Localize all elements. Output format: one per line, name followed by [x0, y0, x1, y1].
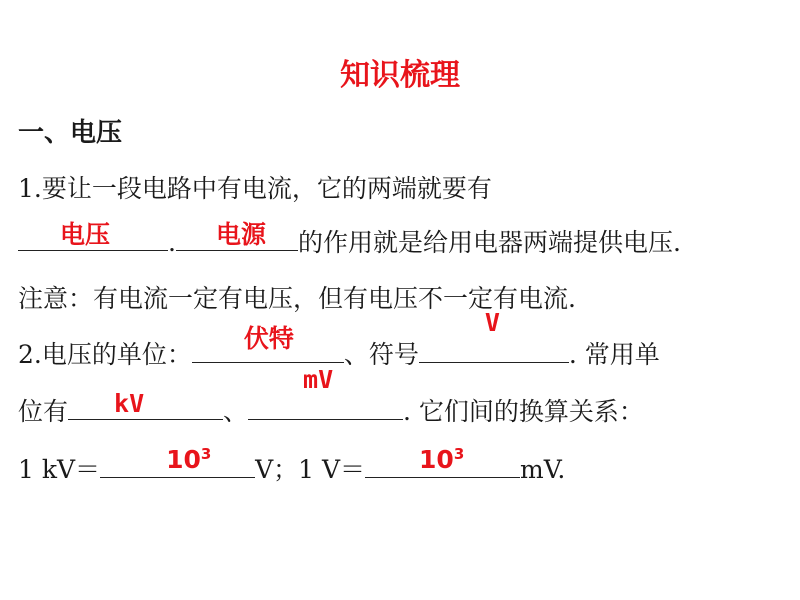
item2-mid: 、符号 — [343, 340, 419, 369]
item1-second-line — [18, 220, 681, 258]
conversion-tail: mV. — [520, 455, 566, 484]
item2-cont-line — [18, 365, 644, 427]
item2-cont-tail: . 它们间的换算关系： — [403, 397, 644, 426]
answer-exp-2-base: 10 — [419, 445, 454, 474]
blank-symbol[interactable] — [419, 308, 569, 363]
item2-tail: . 常用单 — [568, 340, 660, 369]
item2-cont-lead: 位有 — [18, 397, 69, 426]
answer-exp-1-power: 3 — [200, 445, 212, 463]
blank-exp-1[interactable] — [100, 445, 255, 478]
blank-voltage[interactable] — [18, 220, 168, 251]
answer-voltage: 电压 — [60, 220, 111, 249]
answer-exp-1 — [166, 439, 211, 475]
answer-exp-2 — [419, 439, 464, 475]
note-text: 注意：有电流一定有电压，但有电压不一定有电流. — [18, 284, 576, 313]
item2-cont-mid: 、 — [223, 397, 249, 426]
answer-volt-unit: 伏特 — [243, 324, 294, 353]
answer-symbol: V — [484, 308, 500, 337]
answer-exp-1-base: 10 — [166, 445, 201, 474]
section-heading: 一、电压 — [18, 118, 123, 148]
conversion-line — [18, 445, 566, 485]
conversion-lead: 1 kV＝ — [18, 455, 101, 484]
answer-exp-2-power: 3 — [453, 445, 465, 463]
page-title: 知识梳理 — [340, 58, 460, 93]
blank-exp-2[interactable] — [365, 445, 520, 478]
item1-separator: . — [168, 228, 176, 257]
answer-power-source: 电源 — [215, 220, 266, 249]
answer-unit-kv: kV — [114, 389, 145, 418]
blank-unit-mv[interactable] — [248, 365, 403, 420]
answer-unit-mv: mV — [303, 365, 334, 394]
blank-volt-unit[interactable] — [192, 324, 344, 363]
conversion-mid: V；1 V＝ — [255, 455, 366, 484]
blank-unit-kv[interactable] — [68, 389, 223, 420]
item2-line — [18, 308, 660, 370]
blank-power-source[interactable] — [176, 220, 298, 251]
item1-tail: 的作用就是给用电器两端提供电压. — [297, 228, 681, 257]
item2-lead: 2.电压的单位： — [18, 340, 192, 369]
item1-lead: 1.要让一段电路中有电流，它的两端就要有 — [18, 174, 492, 203]
